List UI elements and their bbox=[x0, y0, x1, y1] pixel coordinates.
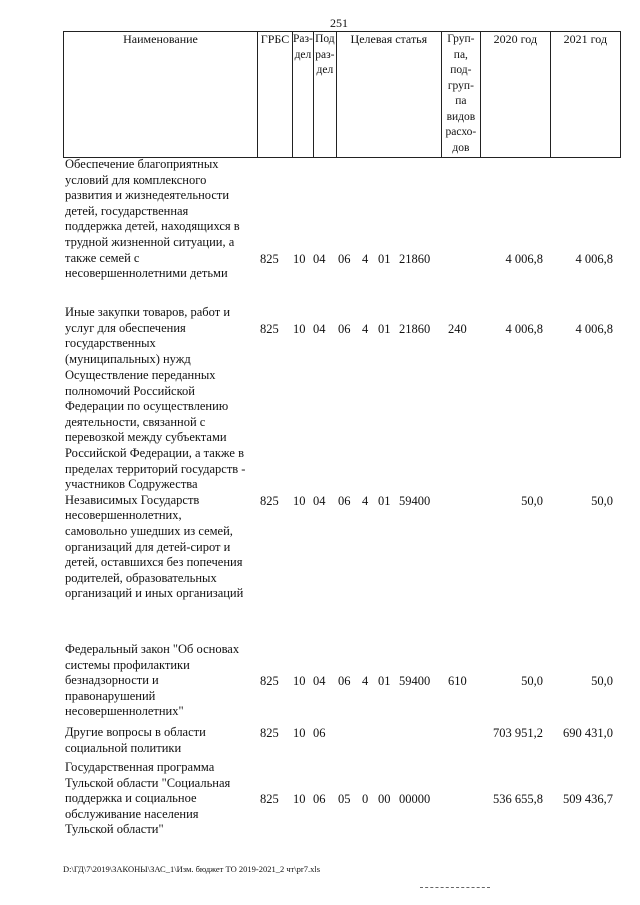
celevaya-part-cell: 0 bbox=[362, 792, 369, 807]
row-name bbox=[65, 642, 261, 720]
amount-2021-cell: 50,0 bbox=[591, 674, 613, 689]
row-name-line: организаций для детей-сирот и bbox=[65, 539, 231, 554]
header-razdel-line: Раз- bbox=[293, 33, 313, 45]
header-grbs: ГРБС bbox=[258, 32, 293, 158]
row-name-line: детей, государственная bbox=[65, 203, 189, 218]
podrazdel-cell: 04 bbox=[313, 674, 326, 689]
celevaya-part-cell: 59400 bbox=[399, 493, 431, 508]
header-celevaya: Целевая статья bbox=[336, 32, 441, 158]
row-name-line: Независимых Государств bbox=[65, 492, 200, 507]
celevaya-part-cell: 05 bbox=[338, 792, 351, 807]
header-razdel-line: дел bbox=[294, 48, 312, 61]
grbs-cell: 825 bbox=[260, 251, 279, 266]
celevaya-part-cell: 01 bbox=[378, 674, 391, 689]
celevaya-part-cell: 01 bbox=[378, 321, 391, 336]
celevaya-part-cell: 06 bbox=[338, 493, 351, 508]
podrazdel-cell: 06 bbox=[313, 726, 326, 740]
amount-2021-cell: 4 006,8 bbox=[575, 321, 613, 336]
row-name-line: системы профилактики bbox=[65, 657, 190, 672]
razdel-cell: 10 bbox=[293, 321, 306, 336]
celevaya-part-cell: 06 bbox=[338, 251, 351, 266]
amount-2021-cell: 509 436,7 bbox=[563, 792, 613, 807]
footer-divider bbox=[420, 887, 490, 888]
row-name-line: организаций и иных организаций bbox=[65, 586, 244, 601]
row-name-line: несовершеннолетних, bbox=[65, 508, 182, 523]
amount-2021-cell: 50,0 bbox=[591, 493, 613, 508]
row-name-line: Федеральный закон "Об основах bbox=[65, 642, 240, 656]
header-vr-line: расхо- bbox=[445, 126, 477, 138]
amount-2020-cell: 536 655,8 bbox=[493, 792, 543, 807]
row-name bbox=[65, 157, 261, 282]
grbs-cell: 825 bbox=[260, 674, 279, 689]
row-name-line: обслуживание населения bbox=[65, 806, 199, 821]
celevaya-part-cell: 4 bbox=[362, 674, 369, 689]
row-name-line: также семей с bbox=[65, 250, 140, 265]
row-name-line: Иные закупки товаров, работ и bbox=[65, 305, 231, 319]
razdel-cell: 10 bbox=[293, 792, 306, 807]
row-name-line: несовершеннолетними детьми bbox=[65, 266, 228, 281]
header-podrazdel-line: Под bbox=[315, 33, 335, 45]
row-name-line: безнадзорности и bbox=[65, 673, 159, 688]
row-name-line: развития и жизнедеятельности bbox=[65, 188, 230, 203]
row-name bbox=[65, 725, 261, 756]
row-name-line: Государственная программа bbox=[65, 760, 215, 774]
razdel-cell: 10 bbox=[293, 251, 306, 266]
podrazdel-cell: 04 bbox=[313, 493, 326, 508]
podrazdel-cell: 04 bbox=[313, 321, 326, 336]
row-name-line: Обеспечение благоприятных bbox=[65, 157, 219, 171]
vr-cell: 240 bbox=[448, 321, 467, 336]
row-name-line: (муниципальных) нужд bbox=[65, 351, 191, 366]
row-name-line: Российской Федерации, а также в bbox=[65, 445, 244, 460]
row-name-line: несовершеннолетних" bbox=[65, 704, 184, 719]
header-vr-line: под- bbox=[450, 64, 472, 76]
celevaya-part-cell: 21860 bbox=[399, 321, 431, 336]
header-podrazdel bbox=[313, 32, 336, 158]
row-name-line: Тульской области" bbox=[65, 822, 164, 837]
header-vr-line: груп- bbox=[447, 79, 474, 92]
grbs-cell: 825 bbox=[260, 321, 279, 336]
row-name-line: детей, оставшихся без попечения bbox=[65, 555, 243, 570]
razdel-cell: 10 bbox=[293, 674, 306, 689]
grbs-cell: 825 bbox=[260, 726, 279, 740]
header-year-2021: 2021 год bbox=[550, 32, 620, 158]
podrazdel-cell: 04 bbox=[313, 251, 326, 266]
header-vr-line: па bbox=[455, 95, 467, 107]
page-number: 251 bbox=[330, 16, 348, 30]
celevaya-part-cell: 4 bbox=[362, 493, 369, 508]
row-name-line: перевозкой между субъектами bbox=[65, 430, 227, 445]
header-razdel bbox=[293, 32, 314, 158]
row-name-line: Тульской области "Социальная bbox=[65, 775, 231, 790]
row-name-line: родителей, образовательных bbox=[65, 570, 217, 585]
amount-2020-cell: 50,0 bbox=[521, 674, 543, 689]
amount-2020-cell: 4 006,8 bbox=[505, 251, 543, 266]
row-name-line: условий для комплексного bbox=[65, 172, 207, 187]
row-name-line: самовольно ушедших из семей, bbox=[65, 523, 233, 538]
header-podrazdel-line: раз- bbox=[315, 48, 335, 61]
celevaya-part-cell: 59400 bbox=[399, 674, 431, 689]
row-name-line: трудной жизненной ситуации, а bbox=[65, 234, 235, 249]
podrazdel-cell: 06 bbox=[313, 792, 326, 807]
row-name-line: услуг для обеспечения bbox=[65, 320, 186, 335]
amount-2020-cell: 4 006,8 bbox=[505, 321, 543, 336]
row-name-line: социальной политики bbox=[65, 740, 182, 755]
footer-file-path: D:\ГД\7\2019\ЗАКОНЫ\ЗАС_1\Изм. бюджет ТО 2019-2021_2 чт\pr7.xls bbox=[63, 864, 321, 874]
celevaya-part-cell: 21860 bbox=[399, 251, 431, 266]
row-name-line: деятельности, связанной с bbox=[65, 414, 206, 429]
row-name-line: государственных bbox=[65, 336, 156, 351]
vr-cell: 610 bbox=[448, 674, 467, 689]
row-name-line: поддержка детей, находящихся в bbox=[65, 219, 240, 234]
amount-2021-cell: 690 431,0 bbox=[563, 726, 613, 740]
row-name bbox=[65, 368, 261, 602]
header-vr-line: па, bbox=[453, 48, 468, 61]
celevaya-part-cell: 4 bbox=[362, 251, 369, 266]
header-podrazdel-line: дел bbox=[316, 64, 334, 76]
row-name-line: правонарушений bbox=[65, 688, 156, 703]
amount-2021-cell: 4 006,8 bbox=[575, 251, 613, 266]
row-name-line: поддержка и социальное bbox=[65, 791, 197, 806]
header-year-2020: 2020 год bbox=[480, 32, 550, 158]
celevaya-part-cell: 06 bbox=[338, 321, 351, 336]
row-name bbox=[65, 305, 261, 367]
celevaya-part-cell: 4 bbox=[362, 321, 369, 336]
celevaya-part-cell: 00000 bbox=[399, 792, 431, 807]
header-vr bbox=[441, 32, 480, 158]
grbs-cell: 825 bbox=[260, 792, 279, 807]
amount-2020-cell: 703 951,2 bbox=[493, 726, 543, 740]
razdel-cell: 10 bbox=[293, 726, 306, 740]
row-name-line: полномочий Российской bbox=[65, 383, 195, 398]
header-vr-line: Груп- bbox=[447, 33, 475, 45]
row-name-line: пределах территорий государств - bbox=[65, 461, 246, 476]
amount-2020-cell: 50,0 bbox=[521, 493, 543, 508]
celevaya-part-cell: 01 bbox=[378, 251, 391, 266]
grbs-cell: 825 bbox=[260, 493, 279, 508]
celevaya-part-cell: 01 bbox=[378, 493, 391, 508]
row-name-line: Осуществление переданных bbox=[65, 368, 216, 382]
table-header bbox=[63, 31, 621, 158]
row-name bbox=[65, 760, 261, 838]
row-name-line: участников Содружества bbox=[65, 477, 198, 492]
row-name-line: Другие вопросы в области bbox=[65, 725, 206, 739]
header-vr-line: дов bbox=[452, 141, 470, 154]
celevaya-part-cell: 00 bbox=[378, 792, 391, 807]
razdel-cell: 10 bbox=[293, 493, 306, 508]
header-vr-line: видов bbox=[446, 110, 476, 123]
header-name: Наименование bbox=[64, 32, 258, 158]
row-name-line: Федерации по осуществлению bbox=[65, 399, 229, 414]
celevaya-part-cell: 06 bbox=[338, 674, 351, 689]
